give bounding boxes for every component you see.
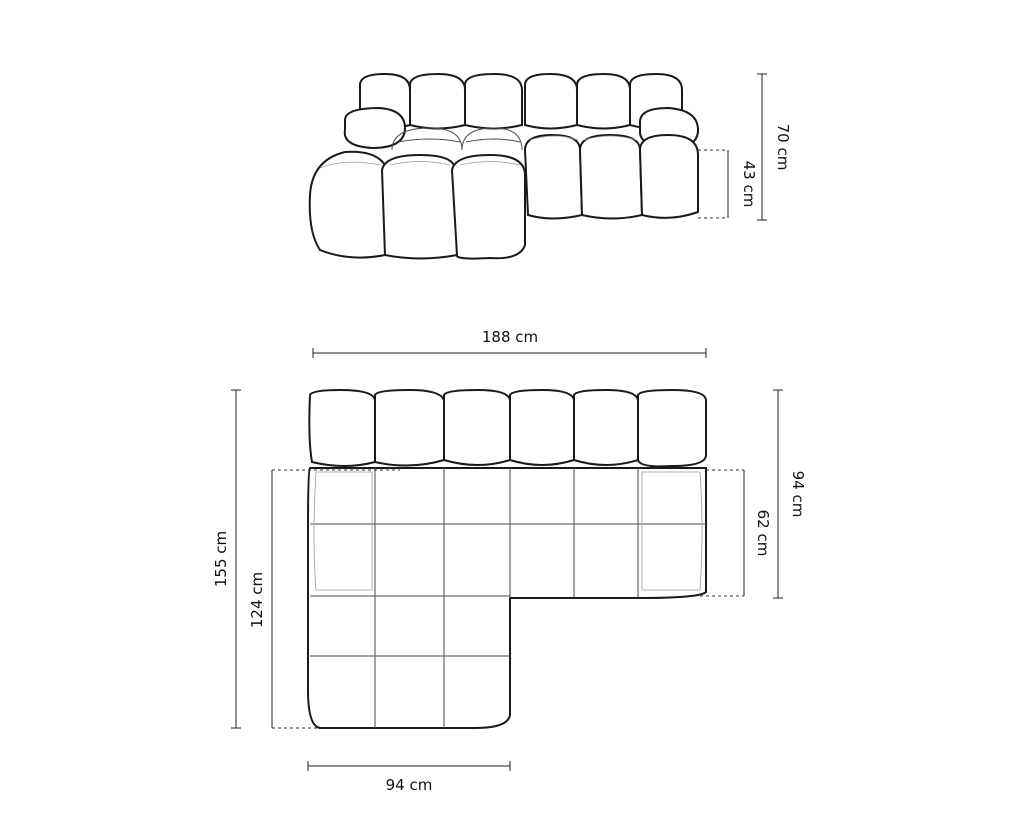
dimension-total-width bbox=[313, 328, 706, 358]
dimension-seat-depth bbox=[700, 470, 772, 596]
total-height-label: 70 cm bbox=[774, 123, 792, 171]
seat-depth-label: 62 cm bbox=[754, 509, 772, 557]
dimension-back-depth bbox=[773, 390, 807, 598]
dimension-seat-height bbox=[698, 150, 758, 218]
dimension-total-height bbox=[757, 74, 792, 220]
front-view bbox=[310, 74, 698, 259]
total-width-label: 188 cm bbox=[481, 328, 539, 346]
right-seat-cushions bbox=[525, 135, 698, 219]
seat-outline bbox=[308, 468, 706, 728]
back-row bbox=[309, 390, 706, 466]
chaise-front-cushions bbox=[310, 152, 525, 259]
total-depth-label: 155 cm bbox=[212, 530, 230, 588]
chaise-width-label: 94 cm bbox=[385, 776, 433, 794]
dimension-total-depth bbox=[212, 390, 241, 728]
seat-height-label: 43 cm bbox=[740, 160, 758, 208]
back-cushions bbox=[360, 74, 682, 129]
seat-row-back bbox=[392, 128, 522, 150]
chaise-length-label: 124 cm bbox=[248, 571, 266, 629]
back-depth-label: 94 cm bbox=[789, 470, 807, 518]
top-view bbox=[308, 390, 706, 728]
dimension-chaise-width bbox=[308, 761, 510, 794]
